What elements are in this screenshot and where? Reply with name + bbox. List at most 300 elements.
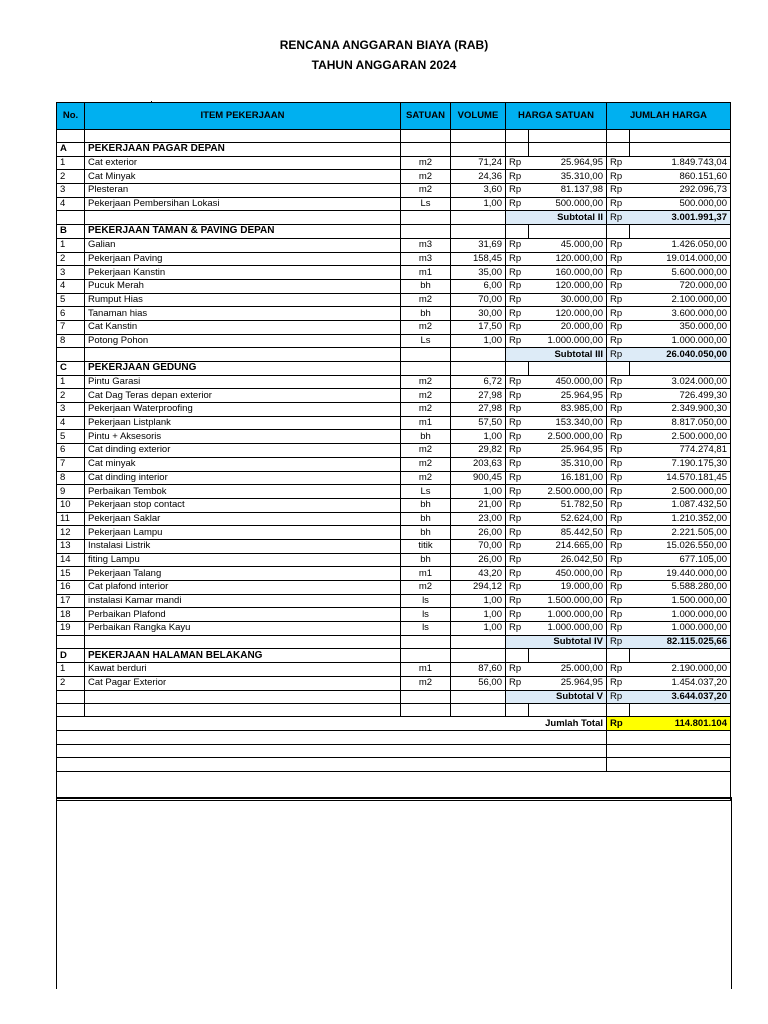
total-currency[interactable]: Rp — [607, 457, 630, 471]
item-price[interactable]: 1.000.000,00 — [529, 608, 607, 622]
section-title[interactable]: PEKERJAAN TAMAN & PAVING DEPAN — [85, 225, 401, 239]
section-title[interactable]: PEKERJAAN HALAMAN BELAKANG — [85, 649, 401, 663]
empty-cell[interactable] — [451, 211, 506, 225]
total-currency[interactable]: Rp — [607, 156, 630, 170]
subtotal-value[interactable]: 82.115.025,66 — [630, 635, 731, 649]
empty-cell[interactable] — [401, 143, 451, 157]
item-no[interactable]: 1 — [57, 375, 85, 389]
total-currency[interactable]: Rp — [607, 307, 630, 321]
price-currency[interactable]: Rp — [506, 430, 529, 444]
item-unit[interactable]: Ls — [401, 334, 451, 348]
item-total[interactable]: 1.500.000,00 — [630, 594, 731, 608]
empty-cell[interactable] — [607, 744, 731, 758]
item-no[interactable]: 3 — [57, 184, 85, 198]
item-price[interactable]: 83.985,00 — [529, 403, 607, 417]
item-total[interactable]: 726.499,30 — [630, 389, 731, 403]
item-unit[interactable]: m2 — [401, 184, 451, 198]
empty-cell[interactable] — [85, 348, 401, 362]
empty-cell[interactable] — [607, 143, 630, 157]
item-price[interactable]: 1.000.000,00 — [529, 334, 607, 348]
empty-cell[interactable] — [451, 704, 506, 717]
item-total[interactable]: 5.600.000,00 — [630, 266, 731, 280]
item-name[interactable]: Pekerjaan Saklar — [85, 512, 401, 526]
total-currency[interactable]: Rp — [607, 471, 630, 485]
item-price[interactable]: 81.137,98 — [529, 184, 607, 198]
empty-cell[interactable] — [85, 690, 401, 704]
item-total[interactable]: 1.087.432,50 — [630, 498, 731, 512]
item-no[interactable]: 3 — [57, 403, 85, 417]
price-currency[interactable]: Rp — [506, 320, 529, 334]
total-currency[interactable]: Rp — [607, 444, 630, 458]
total-currency[interactable]: Rp — [607, 184, 630, 198]
item-total[interactable]: 292.096,73 — [630, 184, 731, 198]
item-unit[interactable]: m2 — [401, 375, 451, 389]
empty-cell[interactable] — [630, 225, 731, 239]
price-currency[interactable]: Rp — [506, 512, 529, 526]
grand-total-value[interactable]: 114.801.104 — [630, 717, 731, 731]
item-price[interactable]: 25.000,00 — [529, 663, 607, 677]
item-no[interactable]: 13 — [57, 539, 85, 553]
total-currency[interactable]: Rp — [607, 430, 630, 444]
subtotal-currency[interactable]: Rp — [607, 348, 630, 362]
total-currency[interactable]: Rp — [607, 594, 630, 608]
item-name[interactable]: Cat Pagar Exterior — [85, 676, 401, 690]
item-unit[interactable]: m1 — [401, 663, 451, 677]
item-volume[interactable]: 1,00 — [451, 197, 506, 211]
item-unit[interactable]: bh — [401, 498, 451, 512]
price-currency[interactable]: Rp — [506, 293, 529, 307]
item-name[interactable]: Cat Dag Teras depan exterior — [85, 389, 401, 403]
empty-cell[interactable] — [85, 704, 401, 717]
item-volume[interactable]: 30,00 — [451, 307, 506, 321]
item-no[interactable]: 2 — [57, 389, 85, 403]
total-currency[interactable]: Rp — [607, 320, 630, 334]
item-volume[interactable]: 17,50 — [451, 320, 506, 334]
empty-cell[interactable] — [85, 635, 401, 649]
item-price[interactable]: 25.964,95 — [529, 389, 607, 403]
item-no[interactable]: 4 — [57, 279, 85, 293]
item-total[interactable]: 2.190.000,00 — [630, 663, 731, 677]
item-no[interactable]: 4 — [57, 197, 85, 211]
item-total[interactable]: 1.426.050,00 — [630, 238, 731, 252]
item-no[interactable]: 10 — [57, 498, 85, 512]
total-currency[interactable]: Rp — [607, 717, 630, 731]
empty-cell[interactable] — [57, 635, 85, 649]
empty-cell[interactable] — [630, 649, 731, 663]
empty-cell[interactable] — [401, 690, 451, 704]
item-volume[interactable]: 87,60 — [451, 663, 506, 677]
item-no[interactable]: 2 — [57, 676, 85, 690]
item-name[interactable]: Cat dinding interior — [85, 471, 401, 485]
total-currency[interactable]: Rp — [607, 676, 630, 690]
section-title[interactable]: PEKERJAAN PAGAR DEPAN — [85, 143, 401, 157]
item-price[interactable]: 153.340,00 — [529, 416, 607, 430]
item-no[interactable]: 19 — [57, 622, 85, 636]
item-unit[interactable]: m2 — [401, 403, 451, 417]
subtotal-currency[interactable]: Rp — [607, 635, 630, 649]
empty-cell[interactable] — [607, 758, 731, 772]
item-name[interactable]: Cat Kanstin — [85, 320, 401, 334]
item-price[interactable]: 25.964,95 — [529, 676, 607, 690]
price-currency[interactable]: Rp — [506, 156, 529, 170]
empty-cell[interactable] — [57, 130, 85, 143]
item-name[interactable]: Instalasi Listrik — [85, 539, 401, 553]
total-currency[interactable]: Rp — [607, 197, 630, 211]
price-currency[interactable]: Rp — [506, 471, 529, 485]
total-currency[interactable]: Rp — [607, 279, 630, 293]
item-unit[interactable]: m2 — [401, 320, 451, 334]
empty-cell[interactable] — [529, 225, 607, 239]
item-price[interactable]: 35.310,00 — [529, 457, 607, 471]
empty-cell[interactable] — [85, 130, 401, 143]
item-unit[interactable]: ls — [401, 608, 451, 622]
item-name[interactable]: Pintu + Aksesoris — [85, 430, 401, 444]
empty-cell[interactable] — [57, 758, 607, 772]
item-price[interactable]: 45.000,00 — [529, 238, 607, 252]
item-name[interactable]: Pekerjaan Kanstin — [85, 266, 401, 280]
item-name[interactable]: Pekerjaan Pembersihan Lokasi — [85, 197, 401, 211]
item-volume[interactable]: 1,00 — [451, 622, 506, 636]
item-volume[interactable]: 23,00 — [451, 512, 506, 526]
item-no[interactable]: 5 — [57, 293, 85, 307]
subtotal-currency[interactable]: Rp — [607, 690, 630, 704]
item-name[interactable]: Pekerjaan stop contact — [85, 498, 401, 512]
item-no[interactable]: 17 — [57, 594, 85, 608]
item-name[interactable]: Pucuk Merah — [85, 279, 401, 293]
empty-cell[interactable] — [401, 211, 451, 225]
item-price[interactable]: 450.000,00 — [529, 567, 607, 581]
empty-cell[interactable] — [451, 225, 506, 239]
item-no[interactable]: 14 — [57, 553, 85, 567]
total-currency[interactable]: Rp — [607, 252, 630, 266]
item-name[interactable]: Perbaikan Rangka Kayu — [85, 622, 401, 636]
item-unit[interactable]: bh — [401, 526, 451, 540]
price-currency[interactable]: Rp — [506, 498, 529, 512]
price-currency[interactable]: Rp — [506, 389, 529, 403]
header-no[interactable]: No. — [57, 103, 85, 130]
empty-cell[interactable] — [506, 649, 529, 663]
item-unit[interactable]: bh — [401, 553, 451, 567]
item-price[interactable]: 160.000,00 — [529, 266, 607, 280]
section-code[interactable]: A — [57, 143, 85, 157]
total-label[interactable]: Jumlah Total — [57, 717, 607, 731]
item-unit[interactable]: m2 — [401, 457, 451, 471]
item-name[interactable]: Cat Minyak — [85, 170, 401, 184]
empty-cell[interactable] — [57, 348, 85, 362]
price-currency[interactable]: Rp — [506, 416, 529, 430]
item-no[interactable]: 9 — [57, 485, 85, 499]
item-price[interactable]: 25.964,95 — [529, 444, 607, 458]
empty-cell[interactable] — [401, 225, 451, 239]
item-no[interactable]: 12 — [57, 526, 85, 540]
item-name[interactable]: Tanaman hias — [85, 307, 401, 321]
total-currency[interactable]: Rp — [607, 581, 630, 595]
total-currency[interactable]: Rp — [607, 608, 630, 622]
item-volume[interactable]: 43,20 — [451, 567, 506, 581]
item-volume[interactable]: 26,00 — [451, 526, 506, 540]
item-no[interactable]: 6 — [57, 444, 85, 458]
item-price[interactable]: 2.500.000,00 — [529, 485, 607, 499]
empty-cell[interactable] — [57, 704, 85, 717]
item-total[interactable]: 2.500.000,00 — [630, 430, 731, 444]
item-price[interactable]: 2.500.000,00 — [529, 430, 607, 444]
item-total[interactable]: 1.000.000,00 — [630, 622, 731, 636]
item-unit[interactable]: m3 — [401, 252, 451, 266]
item-name[interactable]: Pekerjaan Listplank — [85, 416, 401, 430]
subtotal-value[interactable]: 3.644.037,20 — [630, 690, 731, 704]
empty-cell[interactable] — [607, 130, 630, 143]
empty-cell[interactable] — [529, 362, 607, 376]
empty-cell[interactable] — [85, 211, 401, 225]
price-currency[interactable]: Rp — [506, 581, 529, 595]
item-total[interactable]: 19.440.000,00 — [630, 567, 731, 581]
total-currency[interactable]: Rp — [607, 512, 630, 526]
item-no[interactable]: 3 — [57, 266, 85, 280]
empty-cell[interactable] — [529, 649, 607, 663]
item-price[interactable]: 19.000,00 — [529, 581, 607, 595]
header-volume[interactable]: VOLUME — [451, 103, 506, 130]
subtotal-label[interactable]: Subtotal III — [506, 348, 607, 362]
empty-cell[interactable] — [607, 225, 630, 239]
subtotal-value[interactable]: 26.040.050,00 — [630, 348, 731, 362]
empty-cell[interactable] — [451, 635, 506, 649]
item-price[interactable]: 35.310,00 — [529, 170, 607, 184]
item-volume[interactable]: 70,00 — [451, 293, 506, 307]
item-volume[interactable]: 21,00 — [451, 498, 506, 512]
item-name[interactable]: Pintu Garasi — [85, 375, 401, 389]
item-price[interactable]: 85.442,50 — [529, 526, 607, 540]
item-name[interactable]: Potong Pohon — [85, 334, 401, 348]
empty-cell[interactable] — [401, 649, 451, 663]
item-unit[interactable]: Ls — [401, 197, 451, 211]
total-currency[interactable]: Rp — [607, 266, 630, 280]
section-title[interactable]: PEKERJAAN GEDUNG — [85, 362, 401, 376]
item-name[interactable]: Plesteran — [85, 184, 401, 198]
item-volume[interactable]: 158,45 — [451, 252, 506, 266]
item-no[interactable]: 5 — [57, 430, 85, 444]
empty-cell[interactable] — [451, 143, 506, 157]
item-volume[interactable]: 6,72 — [451, 375, 506, 389]
price-currency[interactable]: Rp — [506, 526, 529, 540]
item-price[interactable]: 52.624,00 — [529, 512, 607, 526]
empty-cell[interactable] — [506, 704, 529, 717]
item-total[interactable]: 1.000.000,00 — [630, 334, 731, 348]
price-currency[interactable]: Rp — [506, 663, 529, 677]
item-volume[interactable]: 24,36 — [451, 170, 506, 184]
empty-cell[interactable] — [401, 635, 451, 649]
item-unit[interactable]: bh — [401, 430, 451, 444]
total-currency[interactable]: Rp — [607, 293, 630, 307]
empty-cell[interactable] — [401, 704, 451, 717]
item-volume[interactable]: 70,00 — [451, 539, 506, 553]
item-total[interactable]: 2.221.505,00 — [630, 526, 731, 540]
price-currency[interactable]: Rp — [506, 266, 529, 280]
item-price[interactable]: 450.000,00 — [529, 375, 607, 389]
item-total[interactable]: 1.000.000,00 — [630, 608, 731, 622]
item-name[interactable]: Pekerjaan Waterproofing — [85, 403, 401, 417]
item-name[interactable]: Cat minyak — [85, 457, 401, 471]
item-volume[interactable]: 26,00 — [451, 553, 506, 567]
item-total[interactable]: 1.849.743,04 — [630, 156, 731, 170]
item-no[interactable]: 4 — [57, 416, 85, 430]
item-volume[interactable]: 29,82 — [451, 444, 506, 458]
item-volume[interactable]: 1,00 — [451, 608, 506, 622]
total-currency[interactable]: Rp — [607, 375, 630, 389]
item-total[interactable]: 1.210.352,00 — [630, 512, 731, 526]
item-name[interactable]: instalasi Kamar mandi — [85, 594, 401, 608]
empty-cell[interactable] — [401, 130, 451, 143]
price-currency[interactable]: Rp — [506, 553, 529, 567]
item-no[interactable]: 16 — [57, 581, 85, 595]
item-name[interactable]: Pekerjaan Talang — [85, 567, 401, 581]
empty-cell[interactable] — [57, 690, 85, 704]
price-currency[interactable]: Rp — [506, 444, 529, 458]
price-currency[interactable]: Rp — [506, 403, 529, 417]
item-price[interactable]: 500.000,00 — [529, 197, 607, 211]
empty-cell[interactable] — [607, 730, 731, 744]
price-currency[interactable]: Rp — [506, 676, 529, 690]
item-total[interactable]: 19.014.000,00 — [630, 252, 731, 266]
price-currency[interactable]: Rp — [506, 252, 529, 266]
item-name[interactable]: Cat dinding exterior — [85, 444, 401, 458]
item-total[interactable]: 1.454.037,20 — [630, 676, 731, 690]
item-total[interactable]: 720.000,00 — [630, 279, 731, 293]
item-price[interactable]: 30.000,00 — [529, 293, 607, 307]
item-unit[interactable]: m1 — [401, 416, 451, 430]
item-volume[interactable]: 71,24 — [451, 156, 506, 170]
item-unit[interactable]: ls — [401, 594, 451, 608]
item-name[interactable]: Pekerjaan Paving — [85, 252, 401, 266]
item-name[interactable]: Perbaikan Tembok — [85, 485, 401, 499]
price-currency[interactable]: Rp — [506, 594, 529, 608]
item-volume[interactable]: 56,00 — [451, 676, 506, 690]
total-currency[interactable]: Rp — [607, 403, 630, 417]
price-currency[interactable]: Rp — [506, 485, 529, 499]
subtotal-currency[interactable]: Rp — [607, 211, 630, 225]
price-currency[interactable]: Rp — [506, 375, 529, 389]
item-no[interactable]: 1 — [57, 156, 85, 170]
item-unit[interactable]: m1 — [401, 567, 451, 581]
empty-cell[interactable] — [607, 649, 630, 663]
item-unit[interactable]: ls — [401, 622, 451, 636]
item-unit[interactable]: m2 — [401, 293, 451, 307]
item-no[interactable]: 15 — [57, 567, 85, 581]
item-unit[interactable]: m1 — [401, 266, 451, 280]
item-name[interactable]: Perbaikan Plafond — [85, 608, 401, 622]
item-price[interactable]: 20.000,00 — [529, 320, 607, 334]
item-volume[interactable]: 35,00 — [451, 266, 506, 280]
item-price[interactable]: 214.665,00 — [529, 539, 607, 553]
total-currency[interactable]: Rp — [607, 622, 630, 636]
item-total[interactable]: 14.570.181,45 — [630, 471, 731, 485]
item-name[interactable]: fiting Lampu — [85, 553, 401, 567]
item-volume[interactable]: 294,12 — [451, 581, 506, 595]
price-currency[interactable]: Rp — [506, 567, 529, 581]
subtotal-label[interactable]: Subtotal V — [506, 690, 607, 704]
item-total[interactable]: 3.600.000,00 — [630, 307, 731, 321]
header-harga-satuan[interactable]: HARGA SATUAN — [506, 103, 607, 130]
item-name[interactable]: Kawat berduri — [85, 663, 401, 677]
item-unit[interactable]: m2 — [401, 676, 451, 690]
item-name[interactable]: Pekerjaan Lampu — [85, 526, 401, 540]
item-unit[interactable]: m2 — [401, 389, 451, 403]
item-volume[interactable]: 57,50 — [451, 416, 506, 430]
item-price[interactable]: 120.000,00 — [529, 279, 607, 293]
price-currency[interactable]: Rp — [506, 184, 529, 198]
subtotal-value[interactable]: 3.001.991,37 — [630, 211, 731, 225]
total-currency[interactable]: Rp — [607, 567, 630, 581]
item-price[interactable]: 120.000,00 — [529, 252, 607, 266]
price-currency[interactable]: Rp — [506, 334, 529, 348]
item-volume[interactable]: 900,45 — [451, 471, 506, 485]
empty-cell[interactable] — [57, 211, 85, 225]
item-volume[interactable]: 1,00 — [451, 485, 506, 499]
item-unit[interactable]: Ls — [401, 485, 451, 499]
item-total[interactable]: 8.817.050,00 — [630, 416, 731, 430]
item-volume[interactable]: 203,63 — [451, 457, 506, 471]
total-currency[interactable]: Rp — [607, 553, 630, 567]
empty-cell[interactable] — [401, 348, 451, 362]
empty-cell[interactable] — [630, 143, 731, 157]
item-unit[interactable]: bh — [401, 307, 451, 321]
total-currency[interactable]: Rp — [607, 526, 630, 540]
subtotal-label[interactable]: Subtotal IV — [506, 635, 607, 649]
item-unit[interactable]: m2 — [401, 170, 451, 184]
empty-cell[interactable] — [57, 744, 607, 758]
item-total[interactable]: 350.000,00 — [630, 320, 731, 334]
price-currency[interactable]: Rp — [506, 622, 529, 636]
empty-cell[interactable] — [57, 730, 607, 744]
item-no[interactable]: 2 — [57, 170, 85, 184]
price-currency[interactable]: Rp — [506, 608, 529, 622]
item-name[interactable]: Galian — [85, 238, 401, 252]
section-code[interactable]: C — [57, 362, 85, 376]
item-price[interactable]: 25.964,95 — [529, 156, 607, 170]
price-currency[interactable]: Rp — [506, 170, 529, 184]
item-name[interactable]: Rumput Hias — [85, 293, 401, 307]
empty-cell[interactable] — [506, 130, 529, 143]
item-volume[interactable]: 27,98 — [451, 389, 506, 403]
item-unit[interactable]: m2 — [401, 156, 451, 170]
item-no[interactable]: 2 — [57, 252, 85, 266]
item-name[interactable]: Cat exterior — [85, 156, 401, 170]
price-currency[interactable]: Rp — [506, 279, 529, 293]
empty-cell[interactable] — [451, 362, 506, 376]
empty-cell[interactable] — [630, 130, 731, 143]
item-total[interactable]: 2.100.000,00 — [630, 293, 731, 307]
item-unit[interactable]: m2 — [401, 444, 451, 458]
item-no[interactable]: 1 — [57, 238, 85, 252]
empty-cell[interactable] — [451, 649, 506, 663]
header-jumlah-harga[interactable]: JUMLAH HARGA — [607, 103, 731, 130]
section-code[interactable]: D — [57, 649, 85, 663]
empty-cell[interactable] — [401, 362, 451, 376]
item-total[interactable]: 7.190.175,30 — [630, 457, 731, 471]
total-currency[interactable]: Rp — [607, 170, 630, 184]
empty-cell[interactable] — [630, 362, 731, 376]
empty-cell[interactable] — [506, 362, 529, 376]
empty-cell[interactable] — [506, 143, 529, 157]
item-no[interactable]: 8 — [57, 334, 85, 348]
header-item[interactable]: ITEM PEKERJAAN — [85, 103, 401, 130]
item-no[interactable]: 11 — [57, 512, 85, 526]
total-currency[interactable]: Rp — [607, 663, 630, 677]
item-volume[interactable]: 31,69 — [451, 238, 506, 252]
item-price[interactable]: 120.000,00 — [529, 307, 607, 321]
empty-cell[interactable] — [529, 143, 607, 157]
price-currency[interactable]: Rp — [506, 197, 529, 211]
section-code[interactable]: B — [57, 225, 85, 239]
